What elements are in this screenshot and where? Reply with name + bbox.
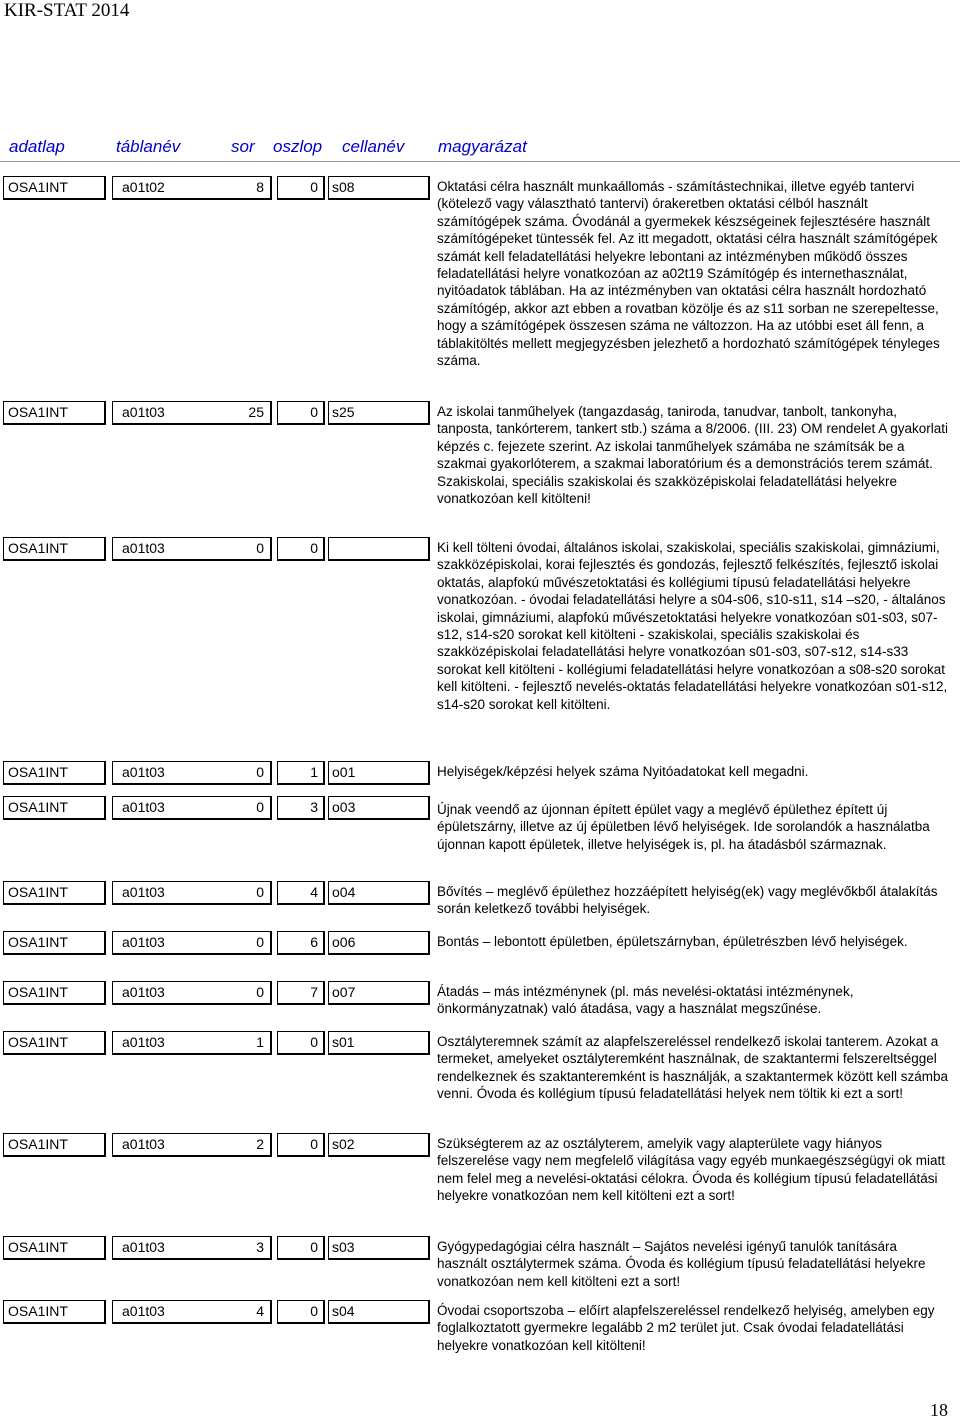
sheet-cell: OSA1INT: [3, 1300, 106, 1324]
table-name-cell: a01t03: [112, 401, 272, 425]
description-text: Az iskolai tanműhelyek (tangazdaság, taniroda, tanudvar, tanbolt, tankonyha, tanposta, tankórterem, tankert stb.) száma a 8/2006. (III. 23) OM rendelet A gyakorlati képzés c. fejezete szerint. Az iskolai tanműhelyek számába ne számítsák be a szakmai gyakorlóterem, a szakmai laboratórium és a demonstrációs terem számát. Szakiskolai, speciális szakiskolai és szakközépiskolai feladatellátási helyekre vonatkozóan kell kitölteni!: [437, 404, 949, 507]
row-number-cell: 0: [256, 799, 264, 815]
table-name-cell: a01t03: [112, 1300, 272, 1324]
row-number-cell: 0: [256, 934, 264, 950]
row-number-cell: 1: [256, 1034, 264, 1050]
description-text: Bővítés – meglévő épülethez hozzáépített helyiség(ek) vagy meglévőkből átalakítás során keletkező további helyiségek.: [437, 884, 938, 917]
table-name-cell: a01t03: [112, 537, 272, 561]
column-number-cell: 0: [277, 401, 325, 425]
column-number-cell: 3: [277, 796, 325, 820]
column-header-row: [0, 136, 960, 158]
document-title: KIR-STAT 2014: [4, 0, 130, 21]
column-number-cell: 0: [277, 176, 325, 200]
sheet-cell: OSA1INT: [3, 931, 106, 955]
table-name-cell: a01t03: [112, 761, 272, 785]
page-number: 18: [930, 1400, 948, 1420]
description-text: Ki kell tölteni óvodai, általános iskolai, szakiskolai, speciális szakiskolai, gimnáziumi, szakközépiskolai, korai fejlesztés és gondozás, fejlesztő felkészítés, fejlesztő iskolai oktatás, alapfokú művészetoktatási és kollégiumi típusú feladatellátási helyekre vonatkozóan. - óvodai feladatellátási helyre a s04-s06, s10-s11, s14 –s20, - általános iskolai, gimnáziumi, alapfokú művészetoktatási helyekre vonatkozóan s01-s03, s07-s12, s14-s20 sorokat kell kitölteni - szakiskolai, speciális szakiskolai és szakközépiskolai feladatellátási helyre vonatkozóan s01-s03, s07-s12, s14-s33 sorokat kell kitölteni - kollégiumi feladatellátási helyre vonatkozóan a s08-s20 sorokat kell kitölteni. - fejlesztő nevelés-oktatás feladatellátási helyekre vonatkozóan s01-s12, s14-s20 sorokat kell kitölteni.: [437, 540, 948, 712]
sheet-cell: OSA1INT: [3, 1031, 106, 1055]
description-text: Oktatási célra használt munkaállomás - számítástechnikai, illetve egyéb tantervi (kötelező vagy választható tantervi) órakeretben oktatási célból használt számítógépek száma. Óvodánál a gyermekek készségeinek fejlesztésére használt számítógépeket tüntessék fel. Az itt megadott, oktatási célra használt számítógépek számát kell feladatellátási helyekre lebontani az intézményben működő összes feladatellátási helyre vonatkozóan az a02t19 Számítógép és internethasználat, nyitóadatok táblában. Ha az intézményben van oktatási célra használt hordozható számítógép, akkor azt ebben a rovatban közölje és az s11 sorban ne szerepeltesse, hogy a számítógépek összesen száma ne változzon. Ha az utóbbi eset áll fenn, a táblakitöltés mellett megjegyzésben jelezhető a hordozható számítógépek tényleges száma.: [437, 179, 940, 369]
row-number-cell: 8: [256, 179, 264, 195]
cell-name-cell: s02: [328, 1133, 430, 1157]
row-number-cell: 4: [256, 1303, 264, 1319]
table-name-cell: a01t03: [112, 931, 272, 955]
sheet-cell: OSA1INT: [3, 761, 106, 785]
cell-name-cell: [328, 537, 430, 561]
sheet-cell: OSA1INT: [3, 981, 106, 1005]
description-text: Újnak veendő az újonnan épített épület vagy a meglévő épülethez épített új épületszárny, illetve az új épületben lévő helyiségek. Ide sorolandók a használatba újonnan kapott épületek, illetve helyiségek is, pl. ha átadásból származnak.: [437, 802, 930, 852]
row-number-cell: 0: [256, 884, 264, 900]
header-column: oszlop: [273, 137, 323, 156]
table-name-cell: a01t02: [112, 176, 272, 200]
row-number-cell: 0: [256, 984, 264, 1000]
row-number-cell: 0: [256, 540, 264, 556]
table-name-cell: a01t03: [112, 1133, 272, 1157]
column-number-cell: 1: [277, 761, 325, 785]
row-number-cell: 25: [248, 404, 264, 420]
description-text: Átadás – más intézménynek (pl. más nevelési-oktatási intézménynek, önkormányzatnak) való átadása, vagy a használat megszűnése.: [437, 984, 854, 1017]
cell-name-cell: o07: [328, 981, 430, 1005]
row-number-cell: 0: [256, 764, 264, 780]
header-divider: [0, 161, 960, 162]
sheet-cell: OSA1INT: [3, 1236, 106, 1260]
row-number-cell: 3: [256, 1239, 264, 1255]
description-text: Óvodai csoportszoba – előírt alapfelszereléssel rendelkező helyiség, amelyben egy foglalkoztatott gyermekre legalább 2 m2 terület jut. Csak óvodai feladatellátási helyekre vonatkozóan kell kitölteni!: [437, 1303, 935, 1353]
column-number-cell: 0: [277, 1133, 325, 1157]
description-text: Bontás – lebontott épületben, épületszárnyban, épületrészben lévő helyiségek.: [437, 934, 908, 949]
row-number-cell: 2: [256, 1136, 264, 1152]
description-text: Szükségterem az az osztályterem, amelyik vagy alapterülete vagy hiányos felszerelése vagy nem megfelelő világítása vagy egyéb munkaegészségügyi ok miatt nem felel meg a nevelési-oktatási célokra. Óvoda és kollégium típusú feladatellátási helyekre vonatkozóan nem kell kitölteni ezt a sort!: [437, 1136, 946, 1204]
column-number-cell: 0: [277, 1300, 325, 1324]
column-number-cell: 0: [277, 537, 325, 561]
column-number-cell: 0: [277, 1236, 325, 1260]
header-description: magyarázat: [438, 137, 527, 156]
cell-name-cell: o01: [328, 761, 430, 785]
cell-name-cell: s08: [328, 176, 430, 200]
header-row: sor: [231, 137, 255, 156]
sheet-cell: OSA1INT: [3, 401, 106, 425]
column-number-cell: 6: [277, 931, 325, 955]
cell-name-cell: o03: [328, 796, 430, 820]
cell-name-cell: s25: [328, 401, 430, 425]
table-name-cell: a01t03: [112, 1031, 272, 1055]
table-name-cell: a01t03: [112, 981, 272, 1005]
cell-name-cell: o06: [328, 931, 430, 955]
column-number-cell: 7: [277, 981, 325, 1005]
sheet-cell: OSA1INT: [3, 1133, 106, 1157]
column-number-cell: 4: [277, 881, 325, 905]
sheet-cell: OSA1INT: [3, 796, 106, 820]
column-number-cell: 0: [277, 1031, 325, 1055]
header-table: táblanév: [116, 137, 181, 156]
sheet-cell: OSA1INT: [3, 176, 106, 200]
cell-name-cell: o04: [328, 881, 430, 905]
cell-name-cell: s01: [328, 1031, 430, 1055]
sheet-cell: OSA1INT: [3, 881, 106, 905]
description-text: Gyógypedagógiai célra használt – Sajátos nevelési igényű tanulók tanítására használt osztálytermek száma. Óvoda és kollégium típusú feladatellátási helyekre vonatkozóan nem kell kitölteni ezt a sort!: [437, 1239, 926, 1289]
cell-name-cell: s03: [328, 1236, 430, 1260]
table-name-cell: a01t03: [112, 796, 272, 820]
sheet-cell: OSA1INT: [3, 537, 106, 561]
table-name-cell: a01t03: [112, 1236, 272, 1260]
table-name-cell: a01t03: [112, 881, 272, 905]
description-text: Helyiségek/képzési helyek száma Nyitóadatokat kell megadni.: [437, 764, 809, 779]
header-cell-name: cellanév: [342, 137, 405, 156]
description-text: Osztályteremnek számít az alapfelszereléssel rendelkező iskolai tanterem. Azokat a termeket, amelyeket osztályteremként használnak, de szaktantermi felszereltséggel rendelkeznek és szaktanteremként is használják, a szaktantermek között kell számba venni. Óvoda és kollégium típusú feladatellátási helyek nem töltik ki ezt a sort!: [437, 1034, 948, 1102]
header-sheet: adatlap: [9, 137, 65, 156]
cell-name-cell: s04: [328, 1300, 430, 1324]
